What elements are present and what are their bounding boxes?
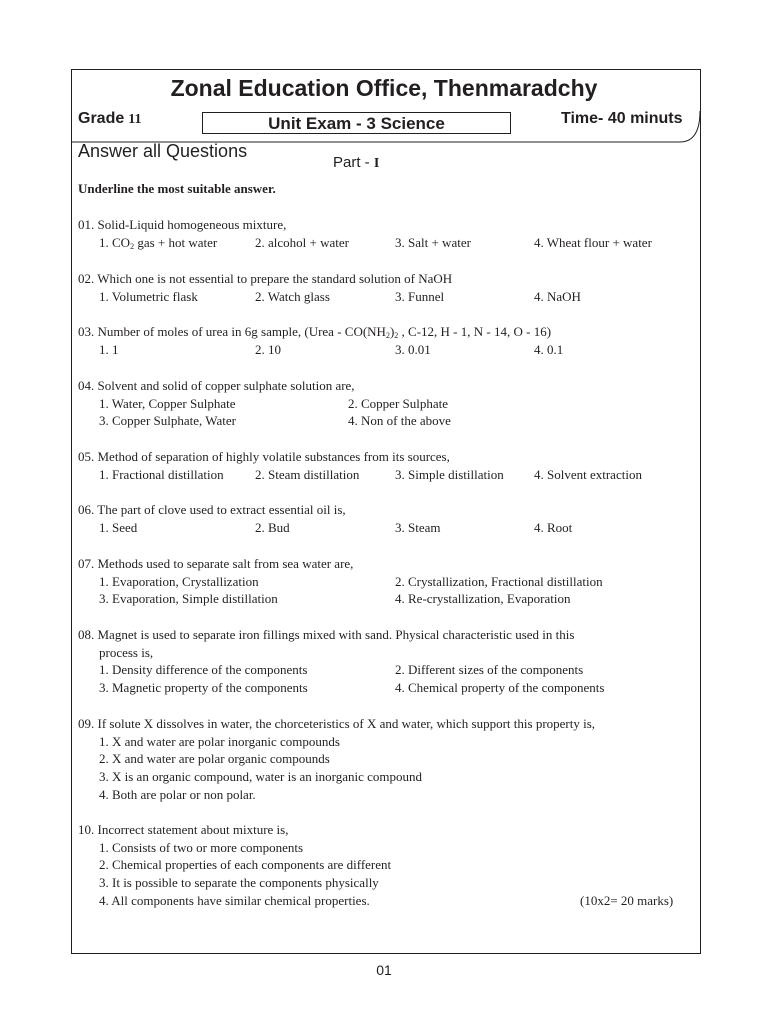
option-3: 3. 0.01: [395, 341, 431, 357]
option-4: 4. Chemical property of the components: [395, 680, 605, 696]
question-9: [78, 715, 698, 803]
option-3: 3. Copper Sulphate, Water: [99, 413, 236, 429]
office-title: Zonal Education Office, Thenmaradchy: [170, 75, 598, 101]
option-2: 2. Bud: [255, 519, 290, 535]
question-stem: 07. Methods used to separate salt from sea water are,: [78, 556, 354, 571]
question-stem: 09. If solute X dissolves in water, the chorceteristics of X and water, which support this property is,: [78, 716, 596, 731]
option-2: 2. Chemical properties of each components are different: [99, 857, 392, 873]
question-stem: 06. The part of clove used to extract essential oil is,: [78, 502, 346, 517]
part-heading: [333, 154, 379, 172]
option-1: 1. Seed: [99, 519, 138, 535]
question-stem: 01. Solid-Liquid homogeneous mixture,: [78, 217, 287, 232]
option-4: 4. Solvent extraction: [534, 466, 642, 482]
question-stem: 02. Which one is not essential to prepare the standard solution of NaOH: [78, 271, 453, 286]
option-1: 1. Volumetric flask: [99, 288, 198, 304]
stem-sub-2: 2: [394, 331, 399, 340]
option-3: 3. It is possible to separate the components physically: [99, 875, 379, 891]
option-1: 1. Density difference of the components: [99, 662, 308, 678]
stem-part-a: 03. Number of moles of urea in 6g sample, (Urea - CO(NH: [78, 324, 386, 339]
option-1: [99, 234, 217, 252]
grade-value: 11: [128, 112, 142, 127]
option-2: 2. Watch glass: [255, 288, 330, 304]
part-label: Part -: [333, 154, 370, 171]
option-2: 2. Crystallization, Fractional distillation: [395, 573, 603, 589]
exam-title: Unit Exam - 3 Science: [202, 112, 511, 134]
option-2: 2. X and water are polar organic compounds: [99, 751, 330, 767]
question-stem: 08. Magnet is used to separate iron fillings mixed with sand. Physical characteristic used in this: [78, 627, 575, 642]
answer-all-heading: Answer all Questions: [78, 141, 248, 161]
question-5: [78, 448, 698, 483]
stem-part-c: , C-12, H - 1, N - 14, O - 16): [398, 324, 552, 339]
question-10: [78, 821, 698, 909]
option-3: 3. Salt + water: [395, 234, 471, 250]
stem-sub-1: 2: [385, 331, 390, 340]
question-stem: [78, 323, 698, 341]
option-2: 2. Steam distillation: [255, 466, 360, 482]
option-1-a: 1. CO: [99, 234, 131, 250]
question-6: [78, 501, 698, 536]
option-2: 2. alcohol + water: [255, 234, 349, 250]
question-7: [78, 555, 698, 608]
option-3: 3. Steam: [395, 519, 441, 535]
option-1-sub: 2: [130, 241, 135, 251]
marks-allocation: (10x2= 20 marks): [580, 892, 674, 908]
grade-label-text: Grade: [78, 110, 125, 127]
option-1: 1. Fractional distillation: [99, 466, 224, 482]
option-3: 3. Simple distillation: [395, 466, 504, 482]
question-1: [78, 216, 698, 251]
option-1: 1. Water, Copper Sulphate: [99, 395, 236, 411]
question-4: [78, 377, 698, 430]
option-4: 4. Wheat flour + water: [534, 234, 652, 250]
question-stem-continued: process is,: [99, 644, 154, 660]
option-1: 1. Evaporation, Crystallization: [99, 573, 259, 589]
option-1: 1. Consists of two or more components: [99, 839, 304, 855]
option-4: 4. NaOH: [534, 288, 581, 304]
question-stem: 05. Method of separation of highly volatile substances from its sources,: [78, 449, 450, 464]
option-2: 2. 10: [255, 341, 281, 357]
option-3: 3. Evaporation, Simple distillation: [99, 591, 278, 607]
option-3: 3. X is an organic compound, water is an inorganic compound: [99, 769, 423, 785]
option-1: 1. X and water are polar inorganic compounds: [99, 733, 340, 749]
option-4: 4. 0.1: [534, 341, 564, 357]
option-3: 3. Funnel: [395, 288, 445, 304]
option-3: 3. Magnetic property of the components: [99, 680, 308, 696]
stem-part-b: ): [389, 324, 395, 339]
option-2: 2. Different sizes of the components: [395, 662, 584, 678]
option-4: 4. Re-crystallization, Evaporation: [395, 591, 571, 607]
grade-label: [78, 110, 141, 128]
option-4: 4. Root: [534, 519, 573, 535]
part-value: I: [373, 156, 380, 171]
time-allowed: Time- 40 minuts: [561, 110, 683, 127]
question-8: [78, 626, 698, 697]
question-stem: 04. Solvent and solid of copper sulphate solution are,: [78, 378, 355, 393]
instruction: Underline the most suitable answer.: [78, 181, 276, 196]
option-2: 2. Copper Sulphate: [348, 395, 449, 411]
question-stem: 10. Incorrect statement about mixture is,: [78, 822, 289, 837]
option-4: 4. All components have similar chemical properties.: [99, 892, 370, 908]
question-3: [78, 323, 698, 358]
page-number: 01: [376, 962, 392, 978]
option-1: 1. 1: [99, 341, 119, 357]
option-4: 4. Non of the above: [348, 413, 451, 429]
question-2: [78, 270, 698, 305]
option-1-b: gas + hot water: [134, 234, 218, 250]
option-4: 4. Both are polar or non polar.: [99, 786, 256, 802]
